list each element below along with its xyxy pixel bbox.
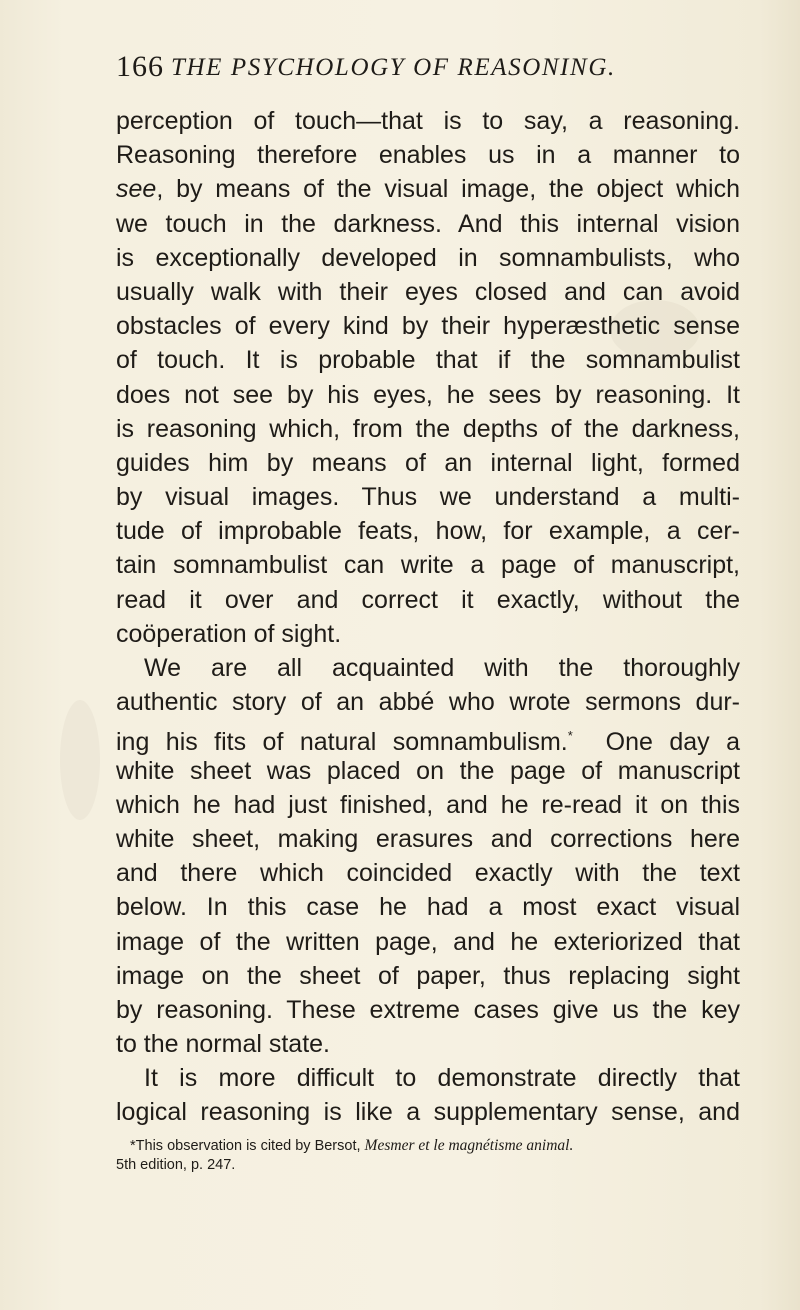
footnote xyxy=(116,1136,740,1175)
text-line: we touch in the darkness. And this internal vision xyxy=(116,209,740,238)
text-line: We are all acquainted with the thoroughly xyxy=(144,654,740,682)
footnote-line xyxy=(116,1136,740,1156)
text-line: It is more difficult to demonstrate directly that xyxy=(144,1064,740,1093)
text-line: is exceptionally developed in somnambulists, who xyxy=(116,243,740,272)
text-segment: ing his fits of natural somnambulism. xyxy=(116,728,568,757)
page-number: 166 xyxy=(116,50,164,83)
paragraph xyxy=(116,1061,740,1129)
text-segment: One day a xyxy=(605,728,740,757)
text-line xyxy=(116,719,740,757)
footnote-marker: * xyxy=(130,1138,136,1154)
paragraph xyxy=(116,651,740,1061)
text-line: below. In this case he had a most exact visual xyxy=(116,893,740,922)
text-line: obstacles of every kind by their hyperæsthetic sense xyxy=(116,312,740,341)
text-line: of touch. It is probable that if the somnambulist xyxy=(116,346,740,375)
text-line xyxy=(116,172,740,206)
running-head: THE PSYCHOLOGY OF REASONING. xyxy=(171,54,616,81)
text-line: perception of touch—that is to say, a reasoning. xyxy=(116,107,740,135)
body-text xyxy=(116,104,740,1130)
text-line: which he had just finished, and he re-read it on this xyxy=(116,790,740,819)
text-line: white sheet was placed on the page of manuscript xyxy=(116,756,740,785)
page-header xyxy=(116,50,716,90)
text-line: coöperation of sight. xyxy=(116,619,342,648)
text-line: guides him by means of an internal light, formed xyxy=(116,448,740,477)
text-line: Reasoning therefore enables us in a manner to xyxy=(116,141,740,170)
text-line: read it over and correct it exactly, without the xyxy=(116,585,740,614)
text-line: white sheet, making erasures and corrections here xyxy=(116,824,740,853)
paragraph xyxy=(116,104,740,651)
text-line: is reasoning which, from the depths of the darkness, xyxy=(116,414,740,443)
text-line: by visual images. Thus we understand a multi- xyxy=(116,483,740,512)
text-line: image of the written page, and he exteriorized that xyxy=(116,927,740,956)
italic-word: see xyxy=(116,175,157,204)
footnote-marker[interactable]: * xyxy=(567,728,573,744)
footnote-line: 5th edition, p. 247. xyxy=(116,1157,236,1173)
footnote-title: Mesmer et le magnétisme animal. xyxy=(364,1137,574,1154)
text-line: by reasoning. These extreme cases give us the key xyxy=(116,995,740,1024)
text-line: usually walk with their eyes closed and can avoid xyxy=(116,277,740,306)
text-line: logical reasoning is like a supplementary sense, and xyxy=(116,1098,740,1127)
text-line: does not see by his eyes, he sees by reasoning. It xyxy=(116,380,740,409)
text-line: to the normal state. xyxy=(116,1030,331,1059)
paper-stain xyxy=(60,700,100,820)
text-line-rest: , by means of the visual image, the object which xyxy=(156,175,740,204)
text-line: image on the sheet of paper, thus replacing sight xyxy=(116,961,740,990)
text-line: tain somnambulist can write a page of manuscript, xyxy=(116,551,740,580)
footnote-text: This observation is cited by Bersot, xyxy=(135,1138,361,1154)
text-line: tude of improbable feats, how, for example, a cer- xyxy=(116,517,740,546)
text-line: and there which coincided exactly with the text xyxy=(116,859,740,888)
text-line: authentic story of an abbé who wrote sermons dur- xyxy=(116,688,740,717)
